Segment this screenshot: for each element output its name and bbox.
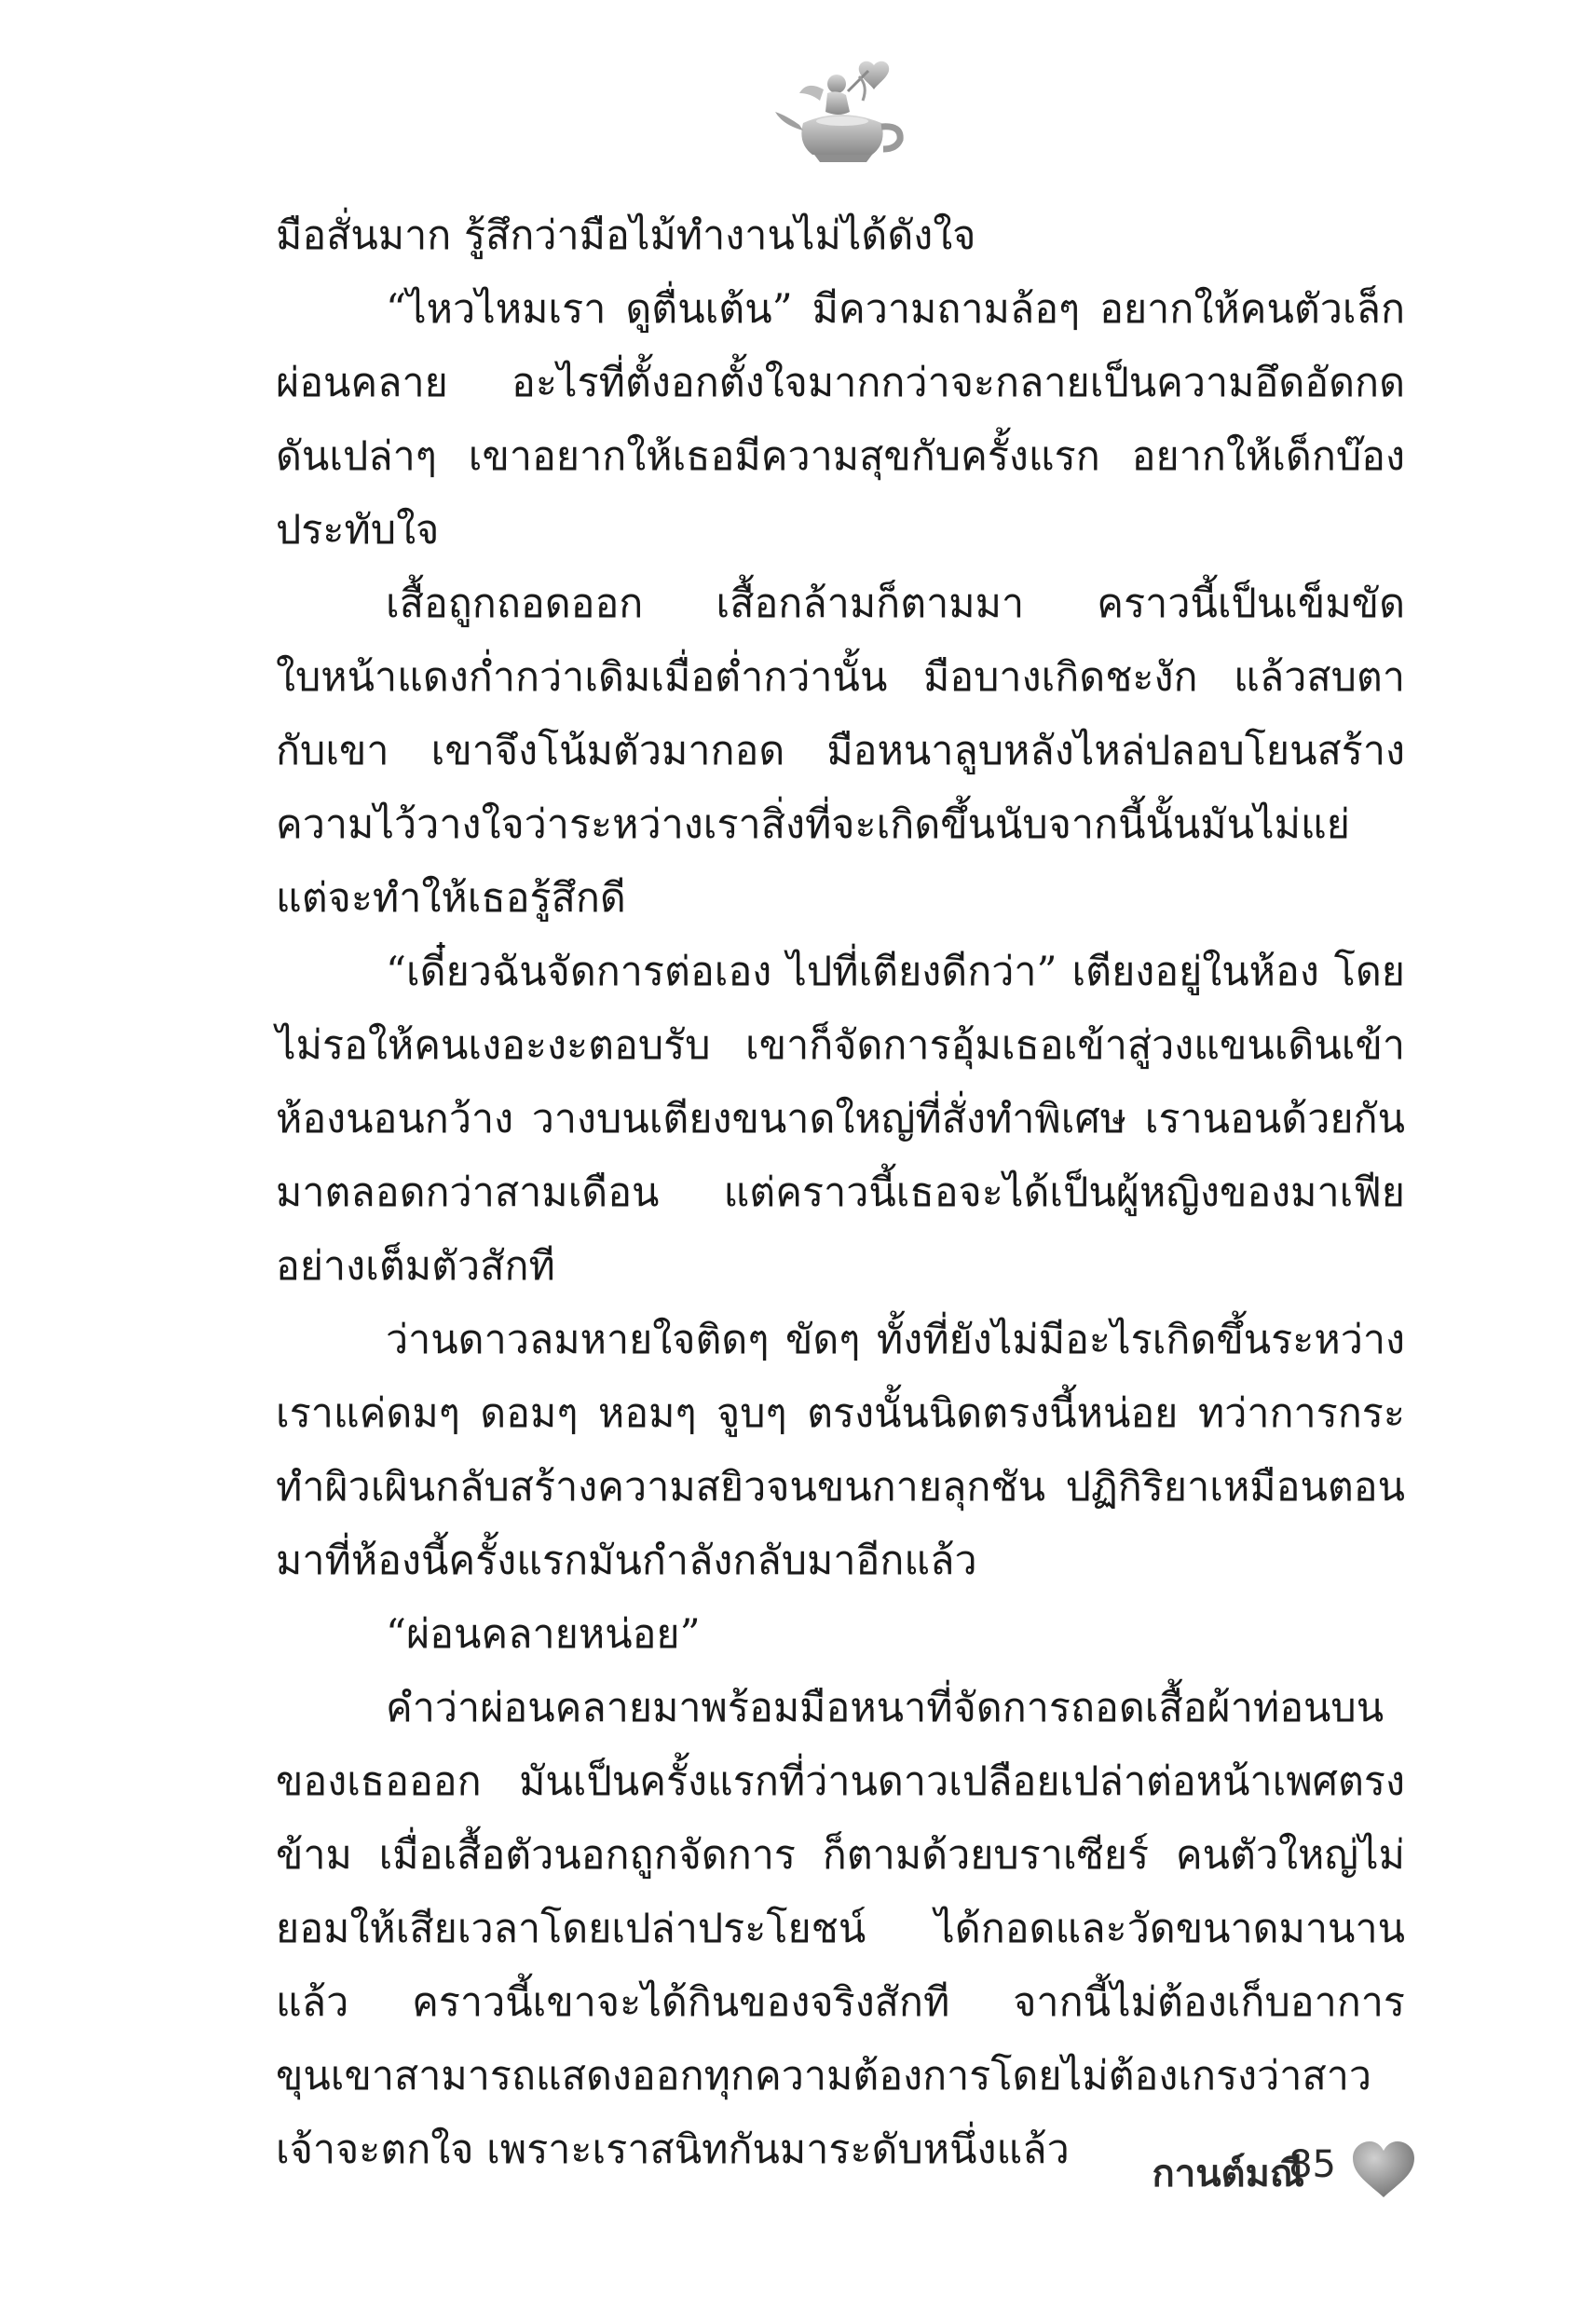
- page-number: 85: [1289, 2143, 1336, 2186]
- paragraph: เสื้อถูกถอดออก เสื้อกล้ามก็ตามมา คราวนี้เป็นเข็มขัด ใบหน้าแดงก่ำกว่าเดิมเมื่อต่ำกว่านั้น มือบางเกิดชะงัก แล้วสบตากับเขา เขาจึงโน้มตัวมากอด มือหนาลูบหลังไหล่ปลอบโยนสร้างความไว้วางใจว่าระหว่างเราสิ่งที่จะเกิดขึ้นนับจากนี้นั้นมันไม่แย่ แต่จะทำให้เธอรู้สึกดี: [276, 581, 1405, 922]
- cupid-teapot-logo: [770, 56, 919, 166]
- author-name: กานต์มณี: [1152, 2153, 1304, 2195]
- paragraph: “ไหวไหมเรา ดูตื่นเต้น” มีความถามล้อๆ อยากให้คนตัวเล็กผ่อนคลาย อะไรที่ตั้งอกตั้งใจมากกว่าจะกลายเป็นความอึดอัดกดดันเปล่าๆ เขาอยากให้เธอมีความสุขกับครั้งแรก อยากให้เด็กบ๊องประทับใจ: [276, 286, 1405, 554]
- paragraph: ว่านดาวลมหายใจติดๆ ขัดๆ ทั้งที่ยังไม่มีอะไรเกิดขึ้นระหว่างเราแค่ดมๆ ดอมๆ หอมๆ จูบๆ ตรงนั้นนิดตรงนี้หน่อย ทว่าการกระทำผิวเผินกลับสร้างความสยิวจนขนกายลุกชัน ปฏิกิริยาเหมือนตอนมาที่ห้องนี้ครั้งแรกมันกำลังกลับมาอีกแล้ว: [276, 1317, 1405, 1584]
- page-footer: [1081, 2136, 1416, 2210]
- heart-icon: [1351, 2141, 1416, 2199]
- paragraph: “เดี๋ยวฉันจัดการต่อเอง ไปที่เตียงดีกว่า” เตียงอยู่ในห้อง โดยไม่รอให้คนเงอะงะตอบรับ เขาก็จัดการอุ้มเธอเข้าสู่วงแขนเดินเข้าห้องนอนกว้าง วางบนเตียงขนาดใหญ่ที่สั่งทำพิเศษ เรานอนด้วยกันมาตลอดกว่าสามเดือน แต่คราวนี้เธอจะได้เป็นผู้หญิงของมาเฟียอย่างเต็มตัวสักที: [276, 949, 1405, 1290]
- paragraph: คำว่าผ่อนคลายมาพร้อมมือหนาที่จัดการถอดเสื้อผ้าท่อนบนของเธอออก มันเป็นครั้งแรกที่ว่านดาวเปลือยเปล่าต่อหน้าเพศตรงข้าม เมื่อเสื้อตัวนอกถูกจัดการ ก็ตามด้วยบราเซียร์ คนตัวใหญ่ไม่ยอมให้เสียเวลาโดยเปล่าประโยชน์ ได้กอดและวัดขนาดมานานแล้ว คราวนี้เขาจะได้กินของจริงสักที จากนี้ไม่ต้องเก็บอาการ ขุนเขาสามารถแสดงออกทุกความต้องการโดยไม่ต้องเกรงว่าสาวเจ้าจะตกใจ เพราะเราสนิทกันมาระดับหนึ่งแล้ว: [276, 1685, 1405, 2173]
- paragraph: มือสั่นมาก รู้สึกว่ามือไม้ทำงานไม่ได้ดังใจ: [276, 212, 976, 259]
- body-text: [276, 199, 1405, 2187]
- paragraph: “ผ่อนคลายหน่อย”: [386, 1611, 701, 1658]
